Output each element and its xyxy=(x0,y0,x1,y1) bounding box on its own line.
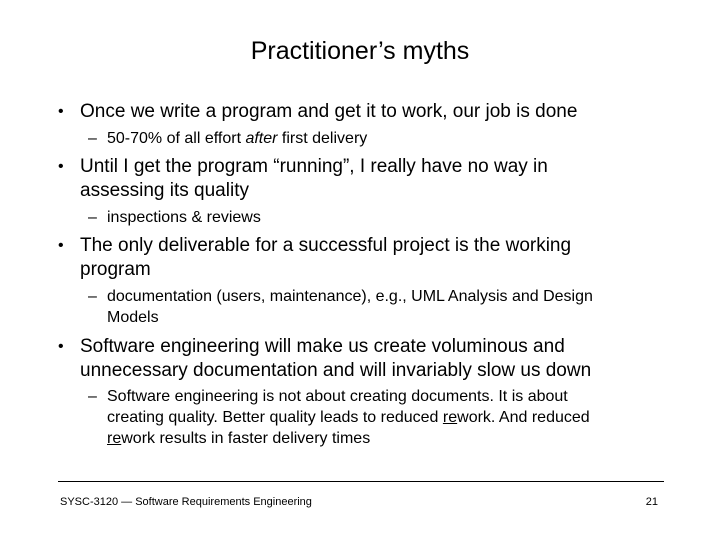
sub-line-part: creating quality. Better quality leads to reduced xyxy=(107,409,443,426)
bullet-item-4 xyxy=(58,335,678,383)
underlined-text: re xyxy=(107,430,122,447)
sub-text-part: 50-70% of all effort xyxy=(107,130,246,147)
sub-text xyxy=(107,386,668,449)
sub-line-part: work results in faster delivery times xyxy=(121,430,371,447)
sub-marker: – xyxy=(88,388,97,405)
bullet-line: program xyxy=(80,259,151,280)
sub-text: inspections & reviews xyxy=(107,209,261,226)
bullet-text xyxy=(80,155,678,203)
underlined-text: re xyxy=(442,409,458,426)
bullet-marker: • xyxy=(58,158,64,175)
bullet-text xyxy=(80,234,678,282)
bullet-line: unnecessary documentation and will invariably slow us down xyxy=(80,360,592,381)
footer-course-title: SYSC-3120 — Software Requirements Engineering xyxy=(60,496,312,508)
sub-item-1 xyxy=(88,128,668,149)
bullet-line: Until I get the program “running”, I really have no way in xyxy=(80,156,548,177)
sub-marker: – xyxy=(88,209,97,226)
sub-text xyxy=(107,286,668,328)
footer-page-number: 21 xyxy=(645,496,658,508)
sub-text-part: first delivery xyxy=(277,130,368,147)
bullet-item-1 xyxy=(58,100,678,124)
bullet-line: assessing its quality xyxy=(80,180,249,201)
sub-item-4 xyxy=(88,386,668,449)
sub-item-3 xyxy=(88,286,668,328)
bullet-marker: • xyxy=(58,103,64,120)
bullet-text: Once we write a program and get it to work, our job is done xyxy=(80,101,578,122)
bullet-item-3 xyxy=(58,234,678,282)
sub-item-2 xyxy=(88,207,668,228)
bullet-marker: • xyxy=(58,338,64,355)
sub-text xyxy=(107,128,668,149)
sub-line-part: work. And reduced xyxy=(457,409,590,426)
bullet-item-2 xyxy=(58,155,678,203)
sub-line: Software engineering is not about creating documents. It is about xyxy=(107,388,568,405)
slide-title: Practitioner’s myths xyxy=(250,37,470,65)
bullet-marker: • xyxy=(58,237,64,254)
sub-marker: – xyxy=(88,130,97,147)
emphasis-text: after xyxy=(245,130,278,147)
sub-marker: – xyxy=(88,288,97,305)
footer-divider xyxy=(58,481,664,482)
sub-line: Models xyxy=(107,309,159,326)
bullet-text xyxy=(80,335,678,383)
sub-line: documentation (users, maintenance), e.g., UML Analysis and Design xyxy=(107,288,593,305)
bullet-line: Software engineering will make us create voluminous and xyxy=(80,336,565,357)
bullet-line: The only deliverable for a successful project is the working xyxy=(80,235,572,256)
